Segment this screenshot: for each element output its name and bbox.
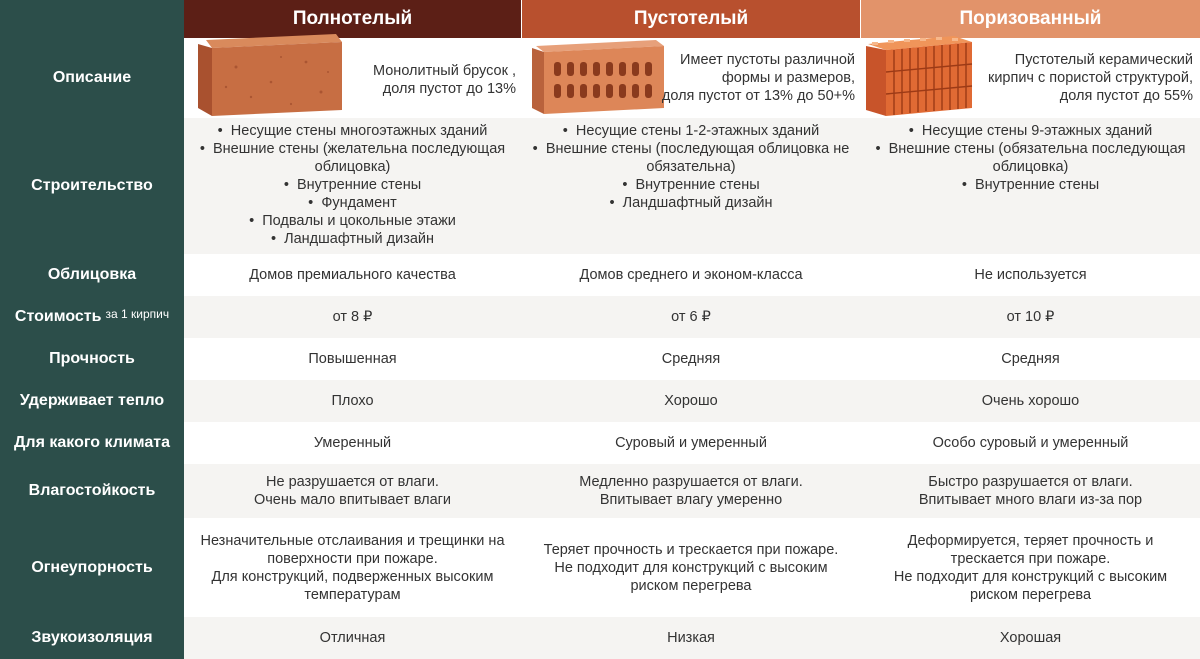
column-header-hollow: Пустотелый	[522, 0, 860, 38]
cell-moisture-porous: Быстро разрушается от влаги. Впитывает много влаги из-за пор	[918, 474, 1143, 508]
row-label-construction: Строительство	[31, 177, 153, 194]
construction-porous	[867, 118, 1194, 254]
list-item: • Фундамент	[308, 195, 397, 211]
cell-strength-hollow: Средняя	[661, 351, 721, 367]
porous-brick-image	[864, 30, 976, 118]
cell-climate-hollow: Суровый и умеренный	[615, 435, 767, 451]
row-label-heat: Удерживает тепло	[19, 392, 165, 409]
column-header-porous: Поризованный	[861, 0, 1200, 38]
cell-fire-hollow: Теряет прочность и трескается при пожаре. Не подходит для конструкций с высоким риском перегрева	[543, 541, 839, 594]
cell-cladding-solid: Домов премиального качества	[249, 267, 456, 283]
list-item: • Несущие стены 1-2-этажных зданий	[562, 123, 820, 139]
row-label-description: Описание	[52, 69, 132, 86]
list-item: • Внутренние стены	[622, 177, 760, 193]
header-divider	[860, 0, 861, 38]
cell-moisture-solid: Не разрушается от влаги. Очень мало впитывает влаги	[253, 474, 452, 508]
list-item: • Внешние стены (желательна последующая облицовка)	[199, 141, 506, 175]
header-divider	[521, 0, 522, 38]
cell-cost-porous: от 10 ₽	[1006, 309, 1055, 325]
cell-cost-hollow: от 6 ₽	[671, 309, 711, 325]
row-label-strength: Прочность	[49, 350, 135, 367]
row-label-cladding: Облицовка	[47, 266, 137, 283]
list-item: • Внутренние стены	[283, 177, 422, 193]
list-item: • Внешние стены (последующая облицовка не обязательна)	[532, 141, 850, 175]
cell-climate-porous: Особо суровый и умеренный	[932, 435, 1129, 451]
cell-fire-porous: Деформируется, теряет прочность и трескается при пожаре. Не подходит для конструкций с высоким риском перегрева	[893, 532, 1168, 603]
list-item: • Несущие стены 9-этажных зданий	[908, 123, 1153, 139]
row-label-sound: Звукоизоляция	[31, 629, 153, 646]
cell-strength-solid: Повышенная	[308, 351, 397, 367]
cell-sound-hollow: Низкая	[667, 630, 715, 646]
cell-sound-porous: Хорошая	[999, 630, 1062, 646]
column-header-solid: Полнотелый	[184, 0, 521, 38]
list-item: • Внутренние стены	[961, 177, 1100, 193]
cell-fire-solid: Незначительные отслаивания и трещинки на поверхности при пожаре. Для конструкций, подверженных высоким температурам	[200, 532, 505, 603]
solid-brick-image	[196, 32, 346, 118]
row-label-fire: Огнеупорность	[31, 558, 153, 576]
list-item: • Внешние стены (обязательна последующая облицовка)	[875, 141, 1186, 175]
construction-solid	[190, 118, 515, 254]
cell-cost-solid: от 8 ₽	[332, 309, 373, 325]
cell-moisture-hollow: Медленно разрушается от влаги. Впитывает влагу умеренно	[579, 474, 803, 508]
cell-heat-hollow: Хорошо	[664, 393, 718, 409]
cost-unit-note: за 1 кирпич	[105, 307, 170, 321]
description-hollow: Имеет пустоты различной формы и размеров, доля пустот от 13% до 50+%	[661, 52, 855, 104]
description-solid: Монолитный брусок , доля пустот до 13%	[373, 63, 516, 97]
cell-cladding-porous: Не используется	[974, 267, 1087, 283]
cell-cladding-hollow: Домов среднего и эконом-класса	[579, 267, 803, 283]
cell-sound-solid: Отличная	[319, 630, 386, 646]
cell-heat-solid: Плохо	[331, 393, 374, 409]
row-label-moisture: Влагостойкость	[28, 482, 156, 499]
list-item: • Несущие стены многоэтажных зданий	[217, 123, 488, 139]
cell-strength-porous: Средняя	[1001, 351, 1060, 367]
list-item: • Ландшафтный дизайн	[270, 231, 435, 247]
row-label-climate: Для какого климата	[14, 434, 170, 451]
cell-heat-porous: Очень хорошо	[981, 393, 1080, 409]
list-item: • Ландшафтный дизайн	[609, 195, 773, 211]
construction-hollow	[528, 118, 854, 254]
list-item: • Подвалы и цокольные этажи	[249, 213, 456, 229]
row-label-cost: Стоимость за 1 кирпич	[14, 307, 170, 325]
hollow-brick-image	[530, 38, 666, 118]
cell-climate-solid: Умеренный	[313, 435, 392, 451]
description-porous: Пустотелый керамический кирпич с пористой структурой, доля пустот до 55%	[987, 52, 1193, 104]
